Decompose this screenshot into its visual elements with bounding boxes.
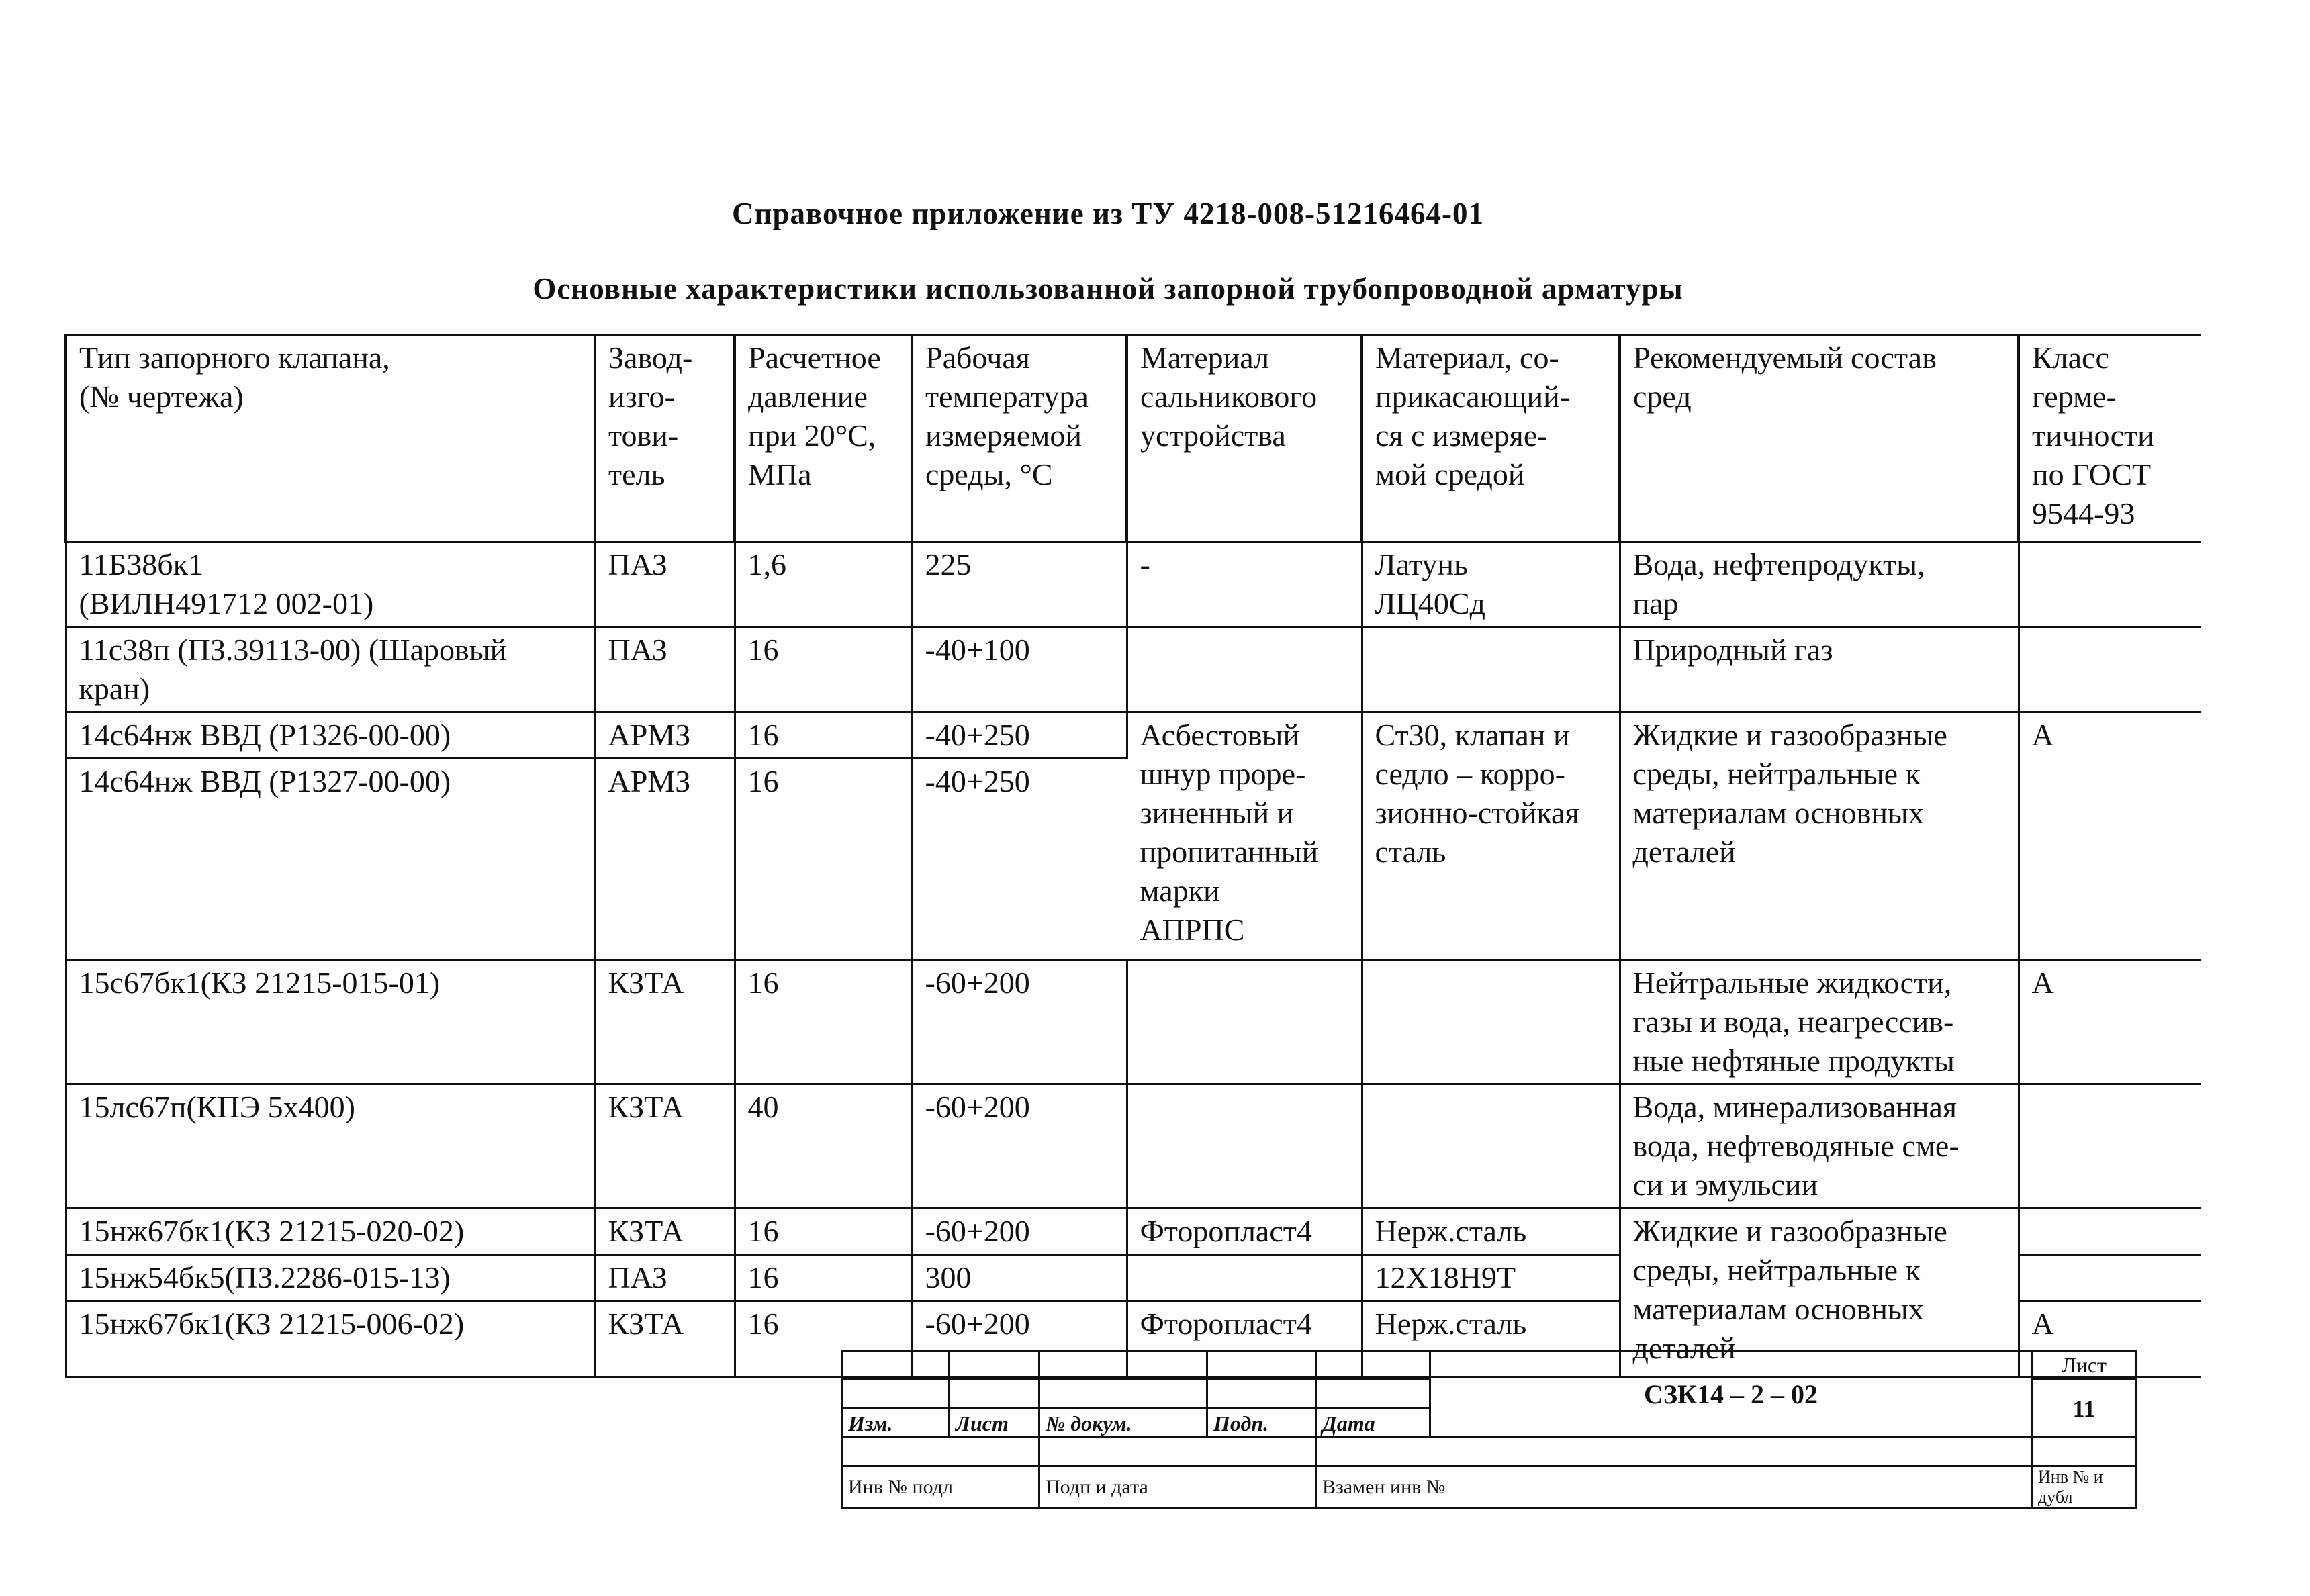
cell-tightness-class [2019, 1255, 2201, 1301]
cell-valve-type: 15нж67бк1(КЗ 21215-020-02) [66, 1209, 595, 1255]
cell-manufacturer: КЗТА [595, 1084, 735, 1209]
cell-gland-material [1127, 1084, 1362, 1209]
cell-temperature: -40+100 [912, 627, 1127, 712]
stamp-blank-cell [950, 1380, 1040, 1409]
header-manufacturer: Завод- изго- тови- тель [595, 335, 735, 542]
stamp-blank-cell [842, 1438, 1040, 1466]
stamp-blank-cell [1316, 1438, 2032, 1466]
cell-pressure: 16 [735, 712, 912, 759]
table-row [66, 1084, 2201, 1209]
cell-tightness-class: А [2019, 1301, 2201, 1378]
cell-pressure: 16 [735, 1301, 912, 1378]
title-block-stamp [841, 1350, 2137, 1509]
sheet-number: 11 [2032, 1380, 2137, 1438]
cell-tightness-class [2019, 1084, 2201, 1209]
cell-media: Природный газ [1620, 627, 2019, 712]
stamp-blank-cell [842, 1380, 950, 1409]
stamp-blank-cell [1207, 1380, 1316, 1409]
document-title: Основные характеристики использованной запорной трубопроводной арматуры [533, 272, 1683, 306]
cell-contact-material: 12Х18Н9Т [1362, 1255, 1620, 1301]
table-row [66, 542, 2201, 627]
cell-pressure: 16 [735, 960, 912, 1084]
cell-media: Жидкие и газообразные среды, нейтральные к материалам основных деталей [1620, 1209, 2019, 1378]
cell-valve-type: 11с38п (ПЗ.39113-00) (Шаровый кран) [66, 627, 595, 712]
cell-contact-material: Нерж.сталь [1362, 1209, 1620, 1255]
cell-valve-type: 15нж67бк1(КЗ 21215-006-02) [66, 1301, 595, 1378]
stamp-blank-cell [1207, 1351, 1316, 1380]
cell-temperature: -60+200 [912, 1084, 1127, 1209]
header-gland-material: Материал сальникового устройства [1127, 335, 1362, 542]
stamp-col-doc-number: № докум. [1040, 1409, 1207, 1438]
cell-contact-material: Ст30, клапан и седло – корро- зионно-стойкая сталь [1362, 712, 1620, 960]
cell-tightness-class [2019, 542, 2201, 627]
cell-gland-material [1127, 627, 1362, 712]
stamp-blank-cell [1316, 1351, 1430, 1380]
stamp-blank-cell [842, 1351, 950, 1380]
header-tightness-class: Класс герме- тичности по ГОСТ 9544-93 [2019, 335, 2201, 542]
cell-valve-type: 14с64нж ВВД (Р1326-00-00) [66, 712, 595, 759]
header-temperature: Рабочая температура измеряемой среды, °С [912, 335, 1127, 542]
cell-manufacturer: ПАЗ [595, 542, 735, 627]
cell-temperature: -40+250 [912, 712, 1127, 759]
stamp-blank-cell [950, 1351, 1040, 1380]
document-subtitle: Справочное приложение из ТУ 4218-008-51216464-01 [732, 197, 1484, 230]
cell-media: Жидкие и газообразные среды, нейтральные к материалам основных деталей [1620, 712, 2019, 960]
cell-media: Вода, минерализованная вода, нефтеводяные сме- си и эмульсии [1620, 1084, 2019, 1209]
cell-pressure: 16 [735, 627, 912, 712]
cell-media: Вода, нефтепродукты, пар [1620, 542, 2019, 627]
stamp-blank-cell [2032, 1438, 2137, 1466]
replacement-inventory-label: Взамен инв № [1316, 1466, 2032, 1509]
stamp-col-signature: Подп. [1207, 1409, 1316, 1438]
cell-temperature: -60+200 [912, 1301, 1127, 1378]
header-pressure: Расчетное давление при 20°С, МПа [735, 335, 912, 542]
cell-contact-material: Нерж.сталь [1362, 1301, 1620, 1378]
table-row [66, 627, 2201, 712]
cell-pressure: 40 [735, 1084, 912, 1209]
cell-pressure: 1,6 [735, 542, 912, 627]
inventory-original-label: Инв № подл [842, 1466, 1040, 1509]
cell-valve-type: 14с64нж ВВД (Р1327-00-00) [66, 759, 595, 960]
cell-manufacturer: КЗТА [595, 1301, 735, 1378]
cell-tightness-class: А [2019, 712, 2201, 960]
cell-temperature: -40+250 [912, 759, 1127, 960]
cell-contact-material: Латунь ЛЦ40Сд [1362, 542, 1620, 627]
document-code: СЗК14 – 2 – 02 [1430, 1351, 2032, 1438]
stamp-col-change: Изм. [842, 1409, 950, 1438]
cell-contact-material [1362, 1084, 1620, 1209]
cell-contact-material [1362, 960, 1620, 1084]
cell-gland-material: Асбестовый шнур проре- зиненный и пропитанный марки АПРПС [1127, 712, 1362, 960]
cell-tightness-class [2019, 1209, 2201, 1255]
header-media: Рекомендуемый состав сред [1620, 335, 2019, 542]
cell-contact-material [1362, 627, 1620, 712]
cell-pressure: 16 [735, 1255, 912, 1301]
cell-temperature: 225 [912, 542, 1127, 627]
cell-valve-type: 15с67бк1(КЗ 21215-015-01) [66, 960, 595, 1084]
sheet-label: Лист [2032, 1351, 2137, 1380]
table-row [66, 1209, 2201, 1255]
stamp-blank-cell [1040, 1351, 1207, 1380]
cell-gland-material [1127, 960, 1362, 1084]
cell-gland-material: Фторопласт4 [1127, 1209, 1362, 1255]
cell-manufacturer: ПАЗ [595, 627, 735, 712]
header-valve-type: Тип запорного клапана, (№ чертежа) [66, 335, 595, 542]
cell-gland-material [1127, 1255, 1362, 1301]
valve-characteristics-table [64, 334, 2201, 1378]
stamp-col-sheet: Лист [950, 1409, 1040, 1438]
cell-manufacturer: АРМЗ [595, 759, 735, 960]
signature-date-label: Подп и дата [1040, 1466, 1316, 1509]
table-row [66, 960, 2201, 1084]
stamp-col-date: Дата [1316, 1409, 1430, 1438]
cell-tightness-class [2019, 627, 2201, 712]
cell-gland-material: Фторопласт4 [1127, 1301, 1362, 1378]
stamp-blank-cell [1316, 1380, 1430, 1409]
inventory-duplicate-label: Инв № и дубл [2032, 1466, 2137, 1509]
stamp-blank-cell [1040, 1438, 1316, 1466]
cell-gland-material: - [1127, 542, 1362, 627]
cell-valve-type: 15лс67п(КПЭ 5х400) [66, 1084, 595, 1209]
cell-tightness-class: А [2019, 960, 2201, 1084]
cell-manufacturer: ПАЗ [595, 1255, 735, 1301]
cell-manufacturer: АРМЗ [595, 712, 735, 759]
cell-temperature: 300 [912, 1255, 1127, 1301]
table-row [66, 712, 2201, 759]
stamp-blank-cell [1040, 1380, 1207, 1409]
cell-temperature: -60+200 [912, 960, 1127, 1084]
cell-manufacturer: КЗТА [595, 1209, 735, 1255]
header-contact-material: Материал, со- прикасающий- ся с измеряе- мой средой [1362, 335, 1620, 542]
cell-pressure: 16 [735, 1209, 912, 1255]
cell-temperature: -60+200 [912, 1209, 1127, 1255]
cell-valve-type: 15нж54бк5(ПЗ.2286-015-13) [66, 1255, 595, 1301]
cell-pressure: 16 [735, 759, 912, 960]
cell-media: Нейтральные жидкости, газы и вода, неагрессив- ные нефтяные продукты [1620, 960, 2019, 1084]
cell-valve-type: 11Б38бк1 (ВИЛН491712 002-01) [66, 542, 595, 627]
cell-manufacturer: КЗТА [595, 960, 735, 1084]
